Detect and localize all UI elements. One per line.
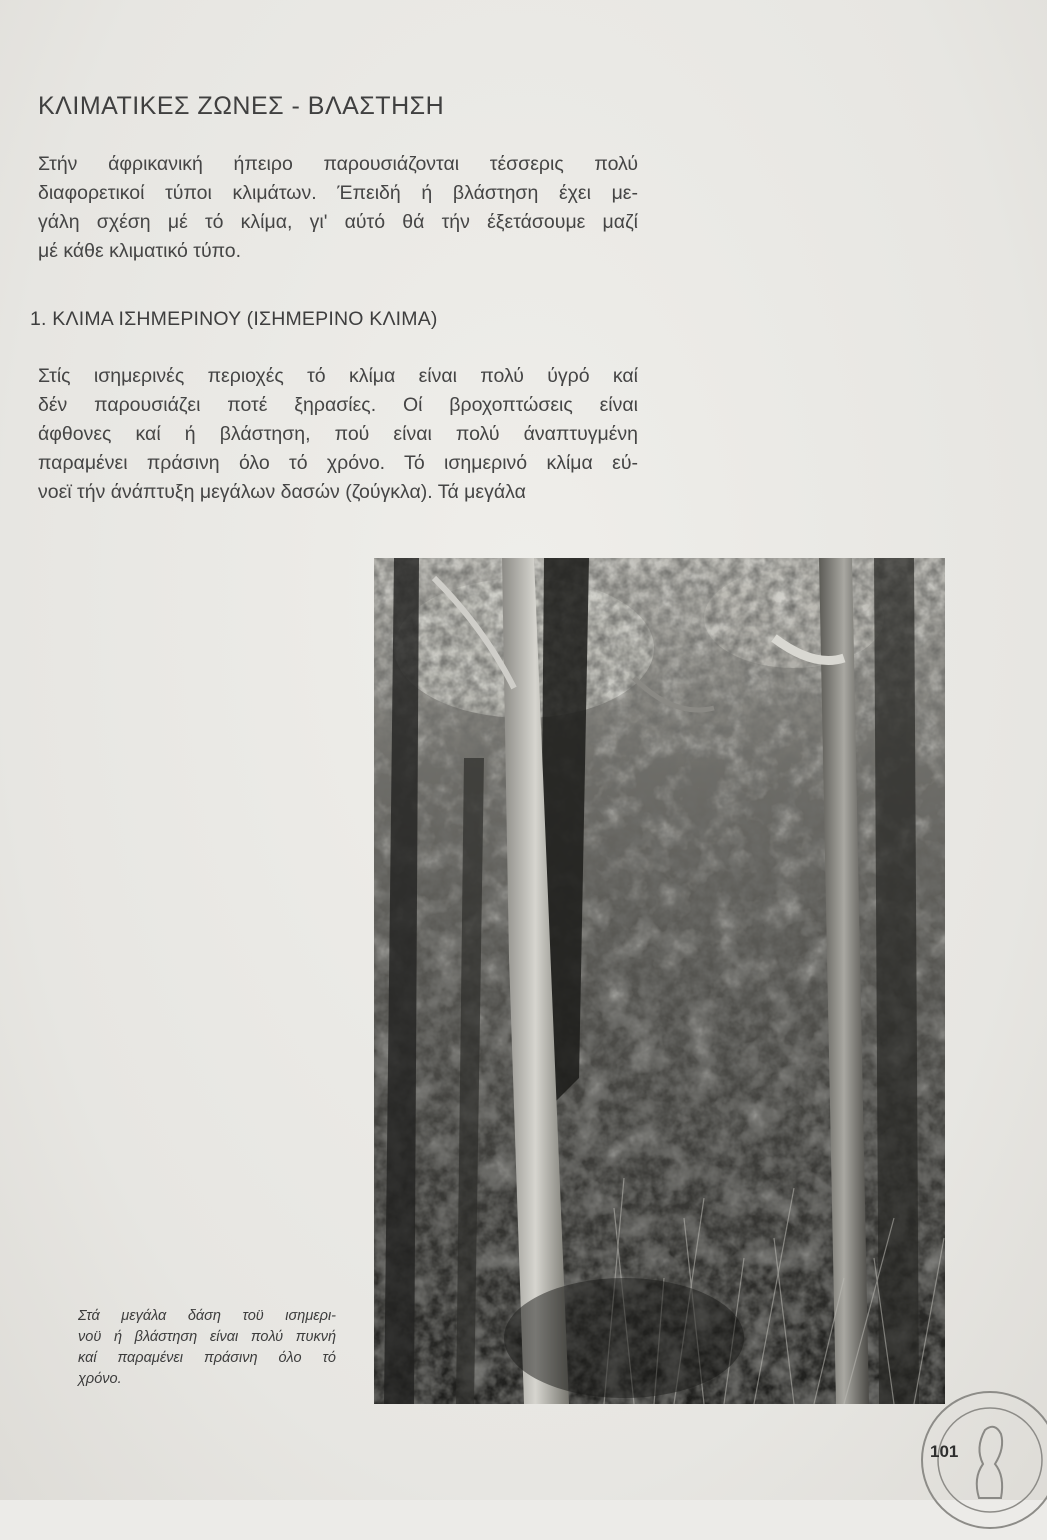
section-line: άφθονες καί ή βλάστηση, πού είναι πολύ άναπτυγμένη (38, 423, 638, 445)
page-number: 101 (930, 1442, 959, 1461)
forest-photo (374, 558, 945, 1404)
caption-line: νοϋ ή βλάστηση είναι πολύ πυκνή (78, 1329, 336, 1345)
section-heading: 1. ΚΛΙΜΑ ΙΣΗΜΕΡΙΝΟΥ (ΙΣΗΜΕΡΙΝΟ ΚΛΙΜΑ) (30, 308, 438, 330)
caption-line: Στά μεγάλα δάση τοϋ ισημερι- (78, 1308, 336, 1324)
section-line: νοεϊ τήν άνάπτυξη μεγάλων δασών (ζούγκλα). Τά μεγάλα (38, 481, 526, 503)
section-line: δέν παρουσιάζει ποτέ ξηρασίες. Οί βροχοπτώσεις είναι (38, 394, 638, 416)
caption-line: χρόνο. (78, 1371, 122, 1387)
intro-line: Στήν άφρικανική ήπειρο παρουσιάζονται τέσσερις πολύ (38, 153, 638, 175)
intro-paragraph (38, 150, 638, 266)
page-title: ΚΛΙΜΑΤΙΚΕΣ ΖΩΝΕΣ - ΒΛΑΣΤΗΣΗ (38, 92, 445, 120)
intro-line: διαφορετικοί τύποι κλιμάτων. Έπειδή ή βλάστηση έχει με- (38, 182, 638, 204)
section-paragraph (38, 362, 638, 507)
section-line: Στίς ισημερινές περιοχές τό κλίμα είναι πολύ ύγρό καί (38, 365, 638, 387)
section-line: παραμένει πράσινη όλο τό χρόνο. Τό ισημερινό κλίμα εύ- (38, 452, 638, 474)
photo-caption (78, 1306, 336, 1390)
caption-line: καί παραμένει πράσινη όλο τό (78, 1350, 336, 1366)
intro-line: μέ κάθε κλιματικό τύπο. (38, 240, 242, 262)
intro-line: γάλη σχέση μέ τό κλίμα, γι' αύτό θά τήν έξετάσουμε μαζί (38, 211, 638, 233)
